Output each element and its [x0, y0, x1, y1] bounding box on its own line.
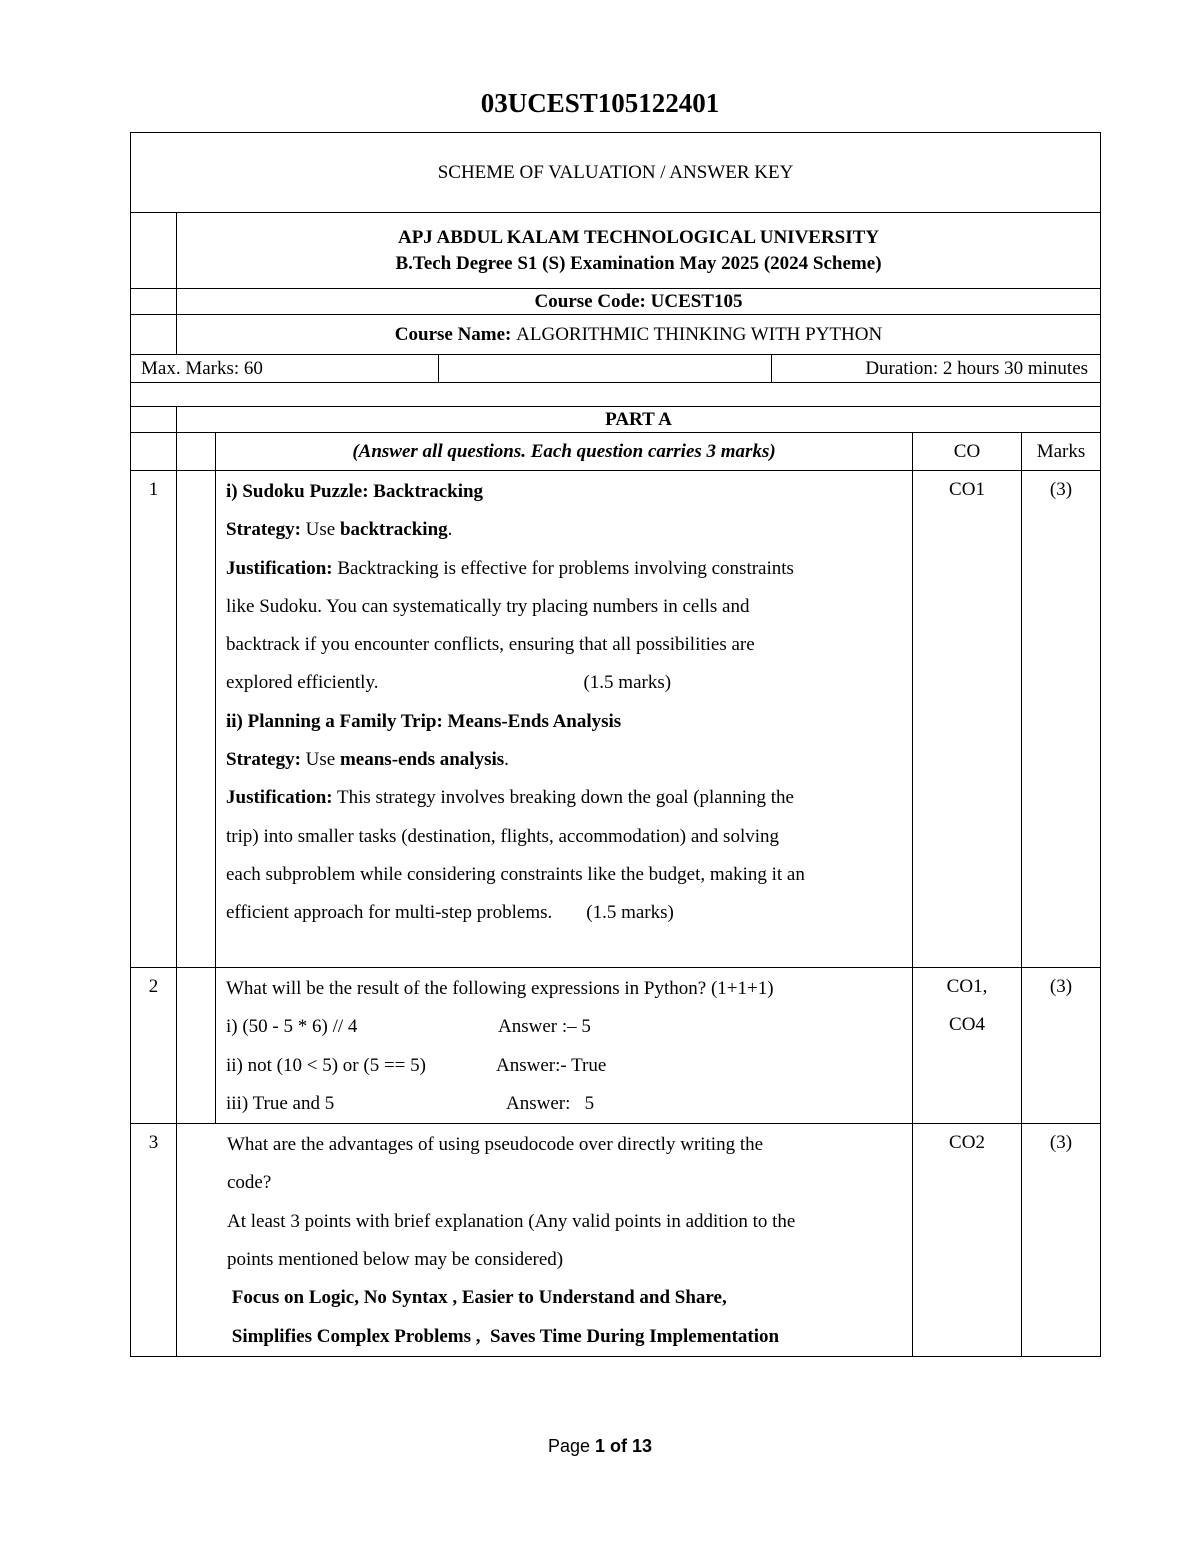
- q1-justification-2: Justification: This strategy involves breaking down the goal (planning the: [226, 787, 794, 809]
- part-a-header-row: [131, 433, 1101, 471]
- duration: Duration: 2 hours 30 minutes: [865, 357, 1089, 379]
- q1-justification-1: Justification: Backtracking is effective for problems involving constraints: [226, 557, 794, 579]
- question-marks: (3): [1022, 1124, 1101, 1357]
- question-answer: [177, 1124, 913, 1357]
- question-row-2: [131, 968, 1101, 1124]
- page-number: 1: [595, 1436, 606, 1456]
- course-name-value: ALGORITHMIC THINKING WITH PYTHON: [516, 323, 883, 345]
- q1-marks-1: (1.5 marks): [583, 672, 672, 694]
- question-co: CO2: [913, 1124, 1022, 1357]
- scheme-title: SCHEME OF VALUATION / ANSWER KEY: [131, 133, 1101, 213]
- course-name-row: [131, 315, 1101, 355]
- question-co: CO1: [913, 471, 1022, 968]
- marks-header: Marks: [1022, 433, 1101, 471]
- q3-points-2: Simplifies Complex Problems , Saves Time During Implementation: [227, 1325, 780, 1347]
- q1-heading-1: i) Sudoku Puzzle: Backtracking: [226, 481, 484, 502]
- course-code: Course Code: UCEST105: [177, 289, 1101, 315]
- q1-marks-2: (1.5 marks): [586, 902, 674, 924]
- university-block: [177, 213, 1101, 289]
- question-number: 1: [131, 471, 177, 968]
- course-name-label: Course Name:: [394, 323, 517, 345]
- question-row-1: [131, 471, 1101, 968]
- part-a-row: [131, 407, 1101, 433]
- question-answer: [216, 471, 913, 968]
- q3-line-3: At least 3 points with brief explanation (Any valid points in addition to the: [227, 1210, 796, 1232]
- question-answer: [216, 968, 913, 1124]
- q1-justification-1-line-4: explored efficiently. (1.5 marks): [226, 672, 672, 694]
- q1-justification-1-line-3: backtrack if you encounter conflicts, ensuring that all possibilities are: [226, 634, 755, 656]
- q3-line-4: points mentioned below may be considered): [227, 1249, 564, 1271]
- part-a-instruction: (Answer all questions. Each question carries 3 marks): [216, 433, 913, 471]
- q2-expression-1: i) (50 - 5 * 6) // 4 Answer :– 5: [226, 1016, 591, 1038]
- exam-name: B.Tech Degree S1 (S) Examination May 2025 (2024 Scheme): [395, 252, 882, 274]
- q2-answer-3: Answer: 5: [506, 1092, 595, 1114]
- question-co: CO1, CO4: [913, 968, 1022, 1124]
- question-number: 2: [131, 968, 177, 1124]
- q3-line-1: What are the advantages of using pseudocode over directly writing the: [227, 1134, 764, 1156]
- question-marks: (3): [1022, 968, 1101, 1124]
- spacer-row: [131, 383, 1101, 407]
- question-row-3: [131, 1124, 1101, 1357]
- course-code-row: [131, 289, 1101, 315]
- meta-row: [131, 355, 1101, 383]
- page-footer: Page 1 of 13: [547, 1436, 653, 1456]
- q1-justification-2-line-3: each subproblem while considering constraints like the budget, making it an: [226, 863, 805, 885]
- question-number: 3: [131, 1124, 177, 1357]
- page-total: 13: [632, 1436, 653, 1456]
- answer-key-table: [130, 132, 1101, 1357]
- document-code: 03UCEST105122401: [480, 88, 720, 118]
- title-row: [131, 133, 1101, 213]
- q1-strategy-2: Strategy: Use means-ends analysis.: [226, 749, 509, 771]
- max-marks: Max. Marks: 60: [131, 355, 439, 382]
- q3-points-1: Focus on Logic, No Syntax , Easier to Understand and Share,: [227, 1287, 727, 1309]
- q1-justification-1-line-2: like Sudoku. You can systematically try placing numbers in cells and: [226, 595, 750, 617]
- part-a-title: PART A: [177, 407, 1101, 433]
- q3-line-2: code?: [227, 1172, 272, 1194]
- q1-justification-2-line-4: efficient approach for multi-step problems. (1.5 marks): [226, 902, 674, 924]
- question-marks: (3): [1022, 471, 1101, 968]
- q2-answer-2: Answer:- True: [496, 1054, 607, 1076]
- q1-heading-2: ii) Planning a Family Trip: Means-Ends Analysis: [226, 710, 622, 732]
- q2-expression-2: ii) not (10 < 5) or (5 == 5) Answer:- True: [226, 1054, 607, 1076]
- q1-justification-2-line-2: trip) into smaller tasks (destination, flights, accommodation) and solving: [226, 825, 780, 847]
- meta-blank-cell: [439, 355, 772, 382]
- co-header: CO: [913, 433, 1022, 471]
- q2-intro: What will be the result of the following expressions in Python? (1+1+1): [226, 978, 774, 999]
- university-row: [131, 213, 1101, 289]
- university-name: APJ ABDUL KALAM TECHNOLOGICAL UNIVERSITY: [397, 226, 880, 248]
- q1-strategy-1: Strategy: Use backtracking.: [226, 519, 453, 541]
- q2-answer-1: Answer :– 5: [498, 1016, 591, 1038]
- course-name: [177, 315, 1101, 355]
- q2-expression-3: iii) True and 5 Answer: 5: [226, 1092, 595, 1114]
